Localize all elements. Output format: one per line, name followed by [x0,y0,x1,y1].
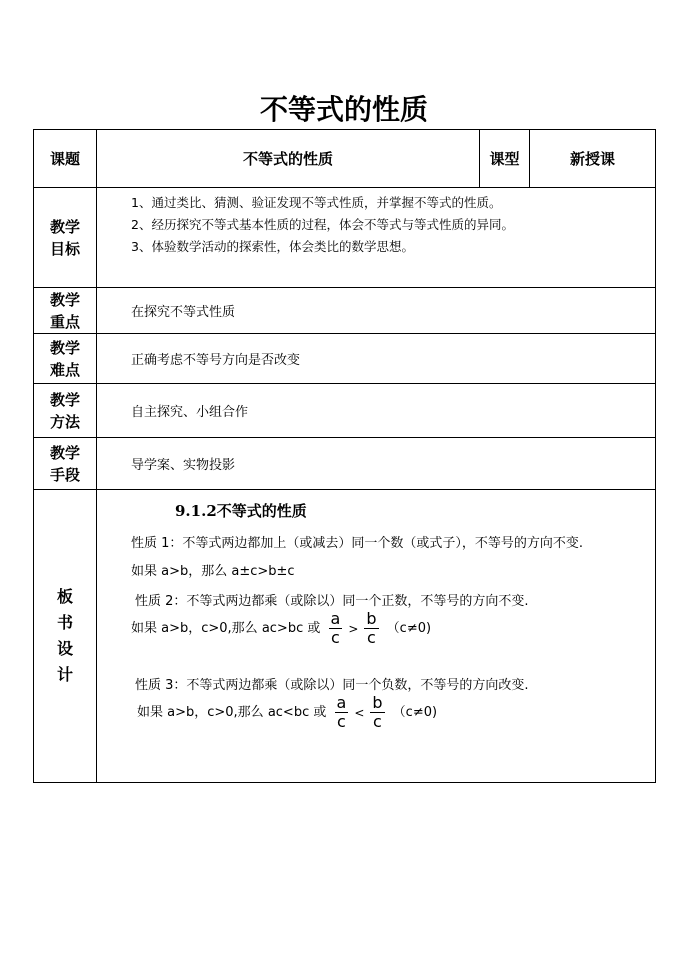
key-point-value: 在探究不等式性质 [97,288,656,334]
means-row [34,438,656,490]
document-title: 不等式的性质 [259,93,428,126]
property-3-example: 如果 a>b，c>0,那么 ac<bc 或 $\frac{a}{c}$ < $\frac{b}{c}$ （c≠0) [137,693,438,731]
greater-than-sign: > [348,621,359,636]
board-subtitle: 9.1.2不等式的性质 [175,502,307,520]
fraction-b-over-c: $\frac{b}{c}$ [366,609,377,647]
means-label: 教学 手段 [34,438,97,490]
difficulty-label: 教学 难点 [34,334,97,384]
fraction-a-over-c: $\frac{a}{c}$ [336,693,347,731]
property-1: 性质 1：不等式两边都加上（或减去）同一个数（或式子），不等号的方向不变. [131,536,584,551]
goal-item: 1、通过类比、猜测、验证发现不等式性质，并掌握不等式的性质。 [131,195,502,210]
key-point-label: 教学 重点 [34,288,97,334]
topic-label: 课题 [34,130,97,188]
lesson-plan-table [33,129,656,783]
difficulty-row [34,334,656,384]
fraction-b-over-c: $\frac{b}{c}$ [372,693,383,731]
goals-content [97,188,656,288]
board-content [97,490,656,783]
method-label: 教学 方法 [34,384,97,438]
property-2-example: 如果 a>b，c>0,那么 ac>bc 或 $\frac{a}{c}$ > $\frac{b}{c}$ （c≠0) [131,609,432,647]
board-label: 板 书 设 计 [34,490,97,783]
property-1-example: 如果 a>b，那么 a±c>b±c [131,564,295,579]
less-than-sign: < [354,705,365,720]
board-row [34,490,656,783]
goal-item: 2、经历探究不等式基本性质的过程，体会不等式与等式性质的异同。 [131,217,514,232]
goal-item: 3、体验数学活动的探索性，体会类比的数学思想。 [131,239,414,254]
type-value: 新授课 [530,130,656,188]
key-point-row [34,288,656,334]
topic-value: 不等式的性质 [97,130,480,188]
goals-label: 教学 目标 [34,188,97,288]
fraction-a-over-c: $\frac{a}{c}$ [330,609,341,647]
difficulty-value: 正确考虑不等号方向是否改变 [97,334,656,384]
type-label: 课型 [480,130,530,188]
method-row [34,384,656,438]
means-value: 导学案、实物投影 [97,438,656,490]
goals-row [34,188,656,288]
property-3: 性质 3：不等式两边都乘（或除以）同一个负数，不等号的方向改变. [135,678,529,693]
method-value: 自主探究、小组合作 [97,384,656,438]
property-2: 性质 2：不等式两边都乘（或除以）同一个正数，不等号的方向不变. [135,594,529,609]
header-row [34,130,656,188]
